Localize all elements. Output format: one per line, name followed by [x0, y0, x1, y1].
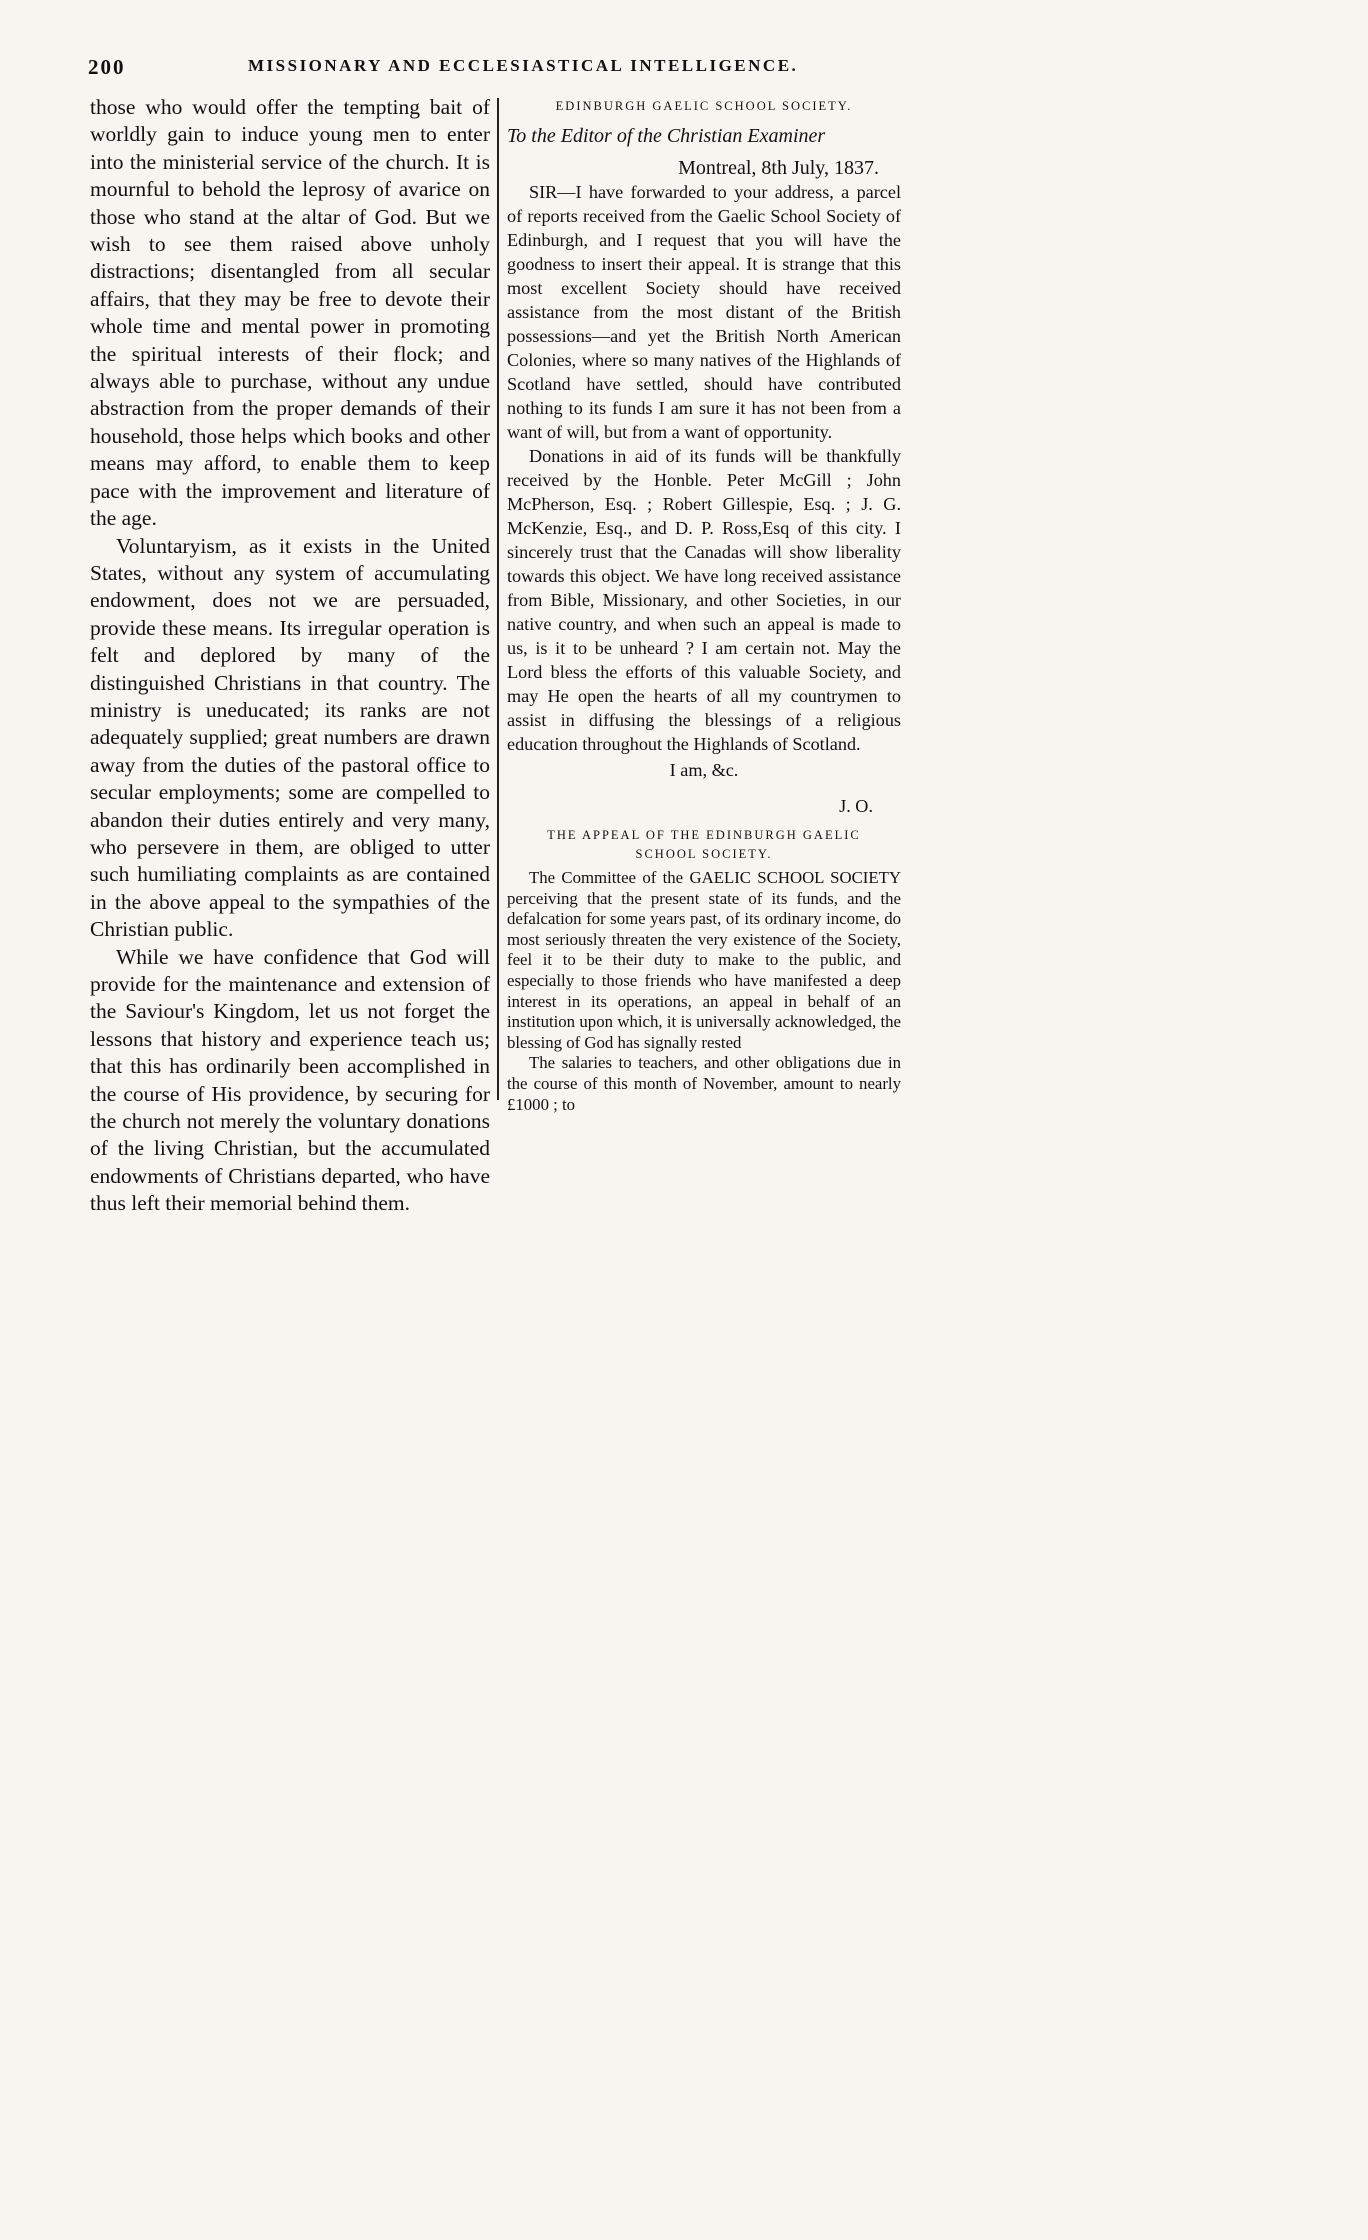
left-paragraph-1: those who would offer the tempting bait of worldly gain to induce young men to enter into the ministerial service of the church. It is mournful to behold the leprosy of avarice on those who stand at the altar of God. But we wish to see them raised above unholy distractions; disentangled from all secular affairs, that they may be free to devote their whole time and mental power in promoting the spiritual interests of their flock; and always able to purchase, without any undue abstraction from the proper demands of their household, those helps which books and other means may afford, to enable them to keep pace with the improvement and literature of the age. [90, 95, 490, 531]
letter-closing: I am, &c. [669, 760, 739, 780]
page-header [88, 55, 898, 85]
letter-paragraph-2: Donations in aid of its funds will be thankfully received by the Honble. Peter McGill ; John McPherson, Esq. ; Robert Gillespie, Esq. ; J. G. McKenzie, Esq., and D. P. Ross,Esq of this city. I sincerely trust that the Canadas will show liberality towards this object. We have long received assistance from Bible, Missionary, and other Societies, in our native country, and when such an appeal is made to us, is it to be unheard ? I am certain not. May the Lord bless the efforts of this valuable Society, and may He open the hearts of all my countrymen to assist in diffusing the blessings of a religious education throughout the Highlands of Scotland. [507, 446, 901, 754]
appeal-paragraph-2: The salaries to teachers, and other obligations due in the course of this month of November, amount to nearly £1000 ; to [507, 1053, 901, 1114]
section-heading: EDINBURGH GAELIC SCHOOL SOCIETY. [555, 99, 853, 113]
column-divider [497, 98, 499, 1100]
letter-signature: J. O. [839, 796, 873, 816]
page-number: 200 [88, 55, 126, 79]
letter-dateline: Montreal, 8th July, 1837. [678, 157, 879, 179]
left-column [90, 94, 490, 1218]
appeal-heading-line-1: THE APPEAL OF THE EDINBURGH GAELIC [547, 828, 861, 842]
appeal-paragraph-1: The Committee of the GAELIC SCHOOL SOCIETY perceiving that the present state of its funds, and the defalcation for some years past, of its ordinary income, do most seriously threaten the very existence of the Society, feel it to be their duty to make to the public, and especially to those friends who have manifested a deep interest in its operations, an appeal in behalf of an institution upon which, it is universally acknowledged, the blessing of God has signally rested [507, 868, 901, 1052]
right-column [507, 98, 901, 1115]
left-paragraph-3: While we have confidence that God will provide for the maintenance and extension of the Saviour's Kingdom, let us not forget the lessons that history and experience teach us; that this has ordinarily been accomplished in the course of His providence, by securing for the church not merely the voluntary donations of the living Christian, but the accumulated endowments of Christians departed, who have thus left their memorial behind them. [90, 944, 490, 1216]
letter-address: To the Editor of the Christian Examiner [507, 125, 826, 147]
running-head: MISSIONARY AND ECCLESIASTICAL INTELLIGENCE. [248, 56, 799, 75]
left-paragraph-2: Voluntaryism, as it exists in the United States, without any system of accumulating endowment, does not we are persuaded, provide these means. Its irregular operation is felt and deplored by many of the distinguished Christians in that country. The ministry is uneducated; its ranks are not adequately supplied; great numbers are drawn away from the duties of the pastoral office to secular employments; some are compelled to abandon their duties entirely and very many, who persevere in them, are obliged to utter such humiliating complaints as are contained in the above appeal to the sympathies of the Christian public. [90, 533, 490, 942]
letter-paragraph-1: SIR—I have forwarded to your address, a parcel of reports received from the Gaelic School Society of Edinburgh, and I request that you will have the goodness to insert their appeal. It is strange that this most excellent Society should have received assistance from the most distant of the British possessions—and yet the British North American Colonies, where so many natives of the Highlands of Scotland have settled, should have contributed nothing to its funds I am sure it has not been from a want of will, but from a want of opportunity. [507, 182, 901, 442]
appeal-heading-line-2: SCHOOL SOCIETY. [635, 847, 773, 861]
appeal-heading [507, 826, 901, 864]
